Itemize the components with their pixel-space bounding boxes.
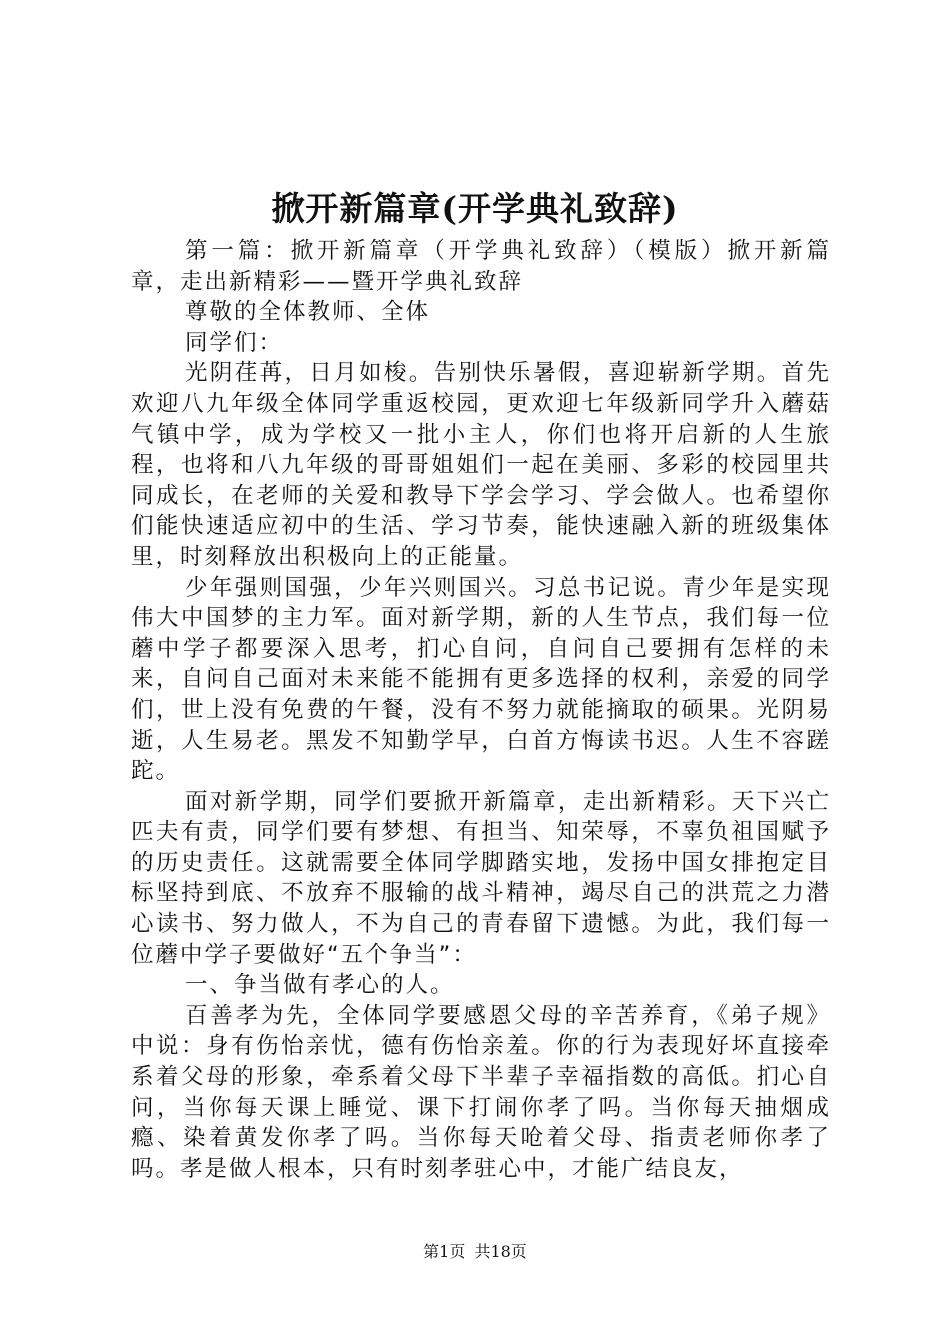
document-title: 掀开新篇章(开学典礼致辞) [271, 189, 679, 228]
paragraph-salutation-2: 同学们： [185, 329, 284, 356]
document-body [131, 236, 831, 1184]
paragraph-new-semester: 面对新学期，同学们要掀开新篇章，走出新精彩。天下兴亡匹夫有责，同学们要有梦想、有担当、知荣辱，不辜负祖国赋予的历史责任。这就需要全体同学脚踏实地，发扬中国女排抱定目标坚持到底、不放弃不服输的战斗精神，竭尽自己的洪荒之力潜心读书、努力做人，不为自己的青春留下遗憾。为此，我们每一位蘑中学子要做好“五个争当”： [131, 788, 831, 968]
paragraph-intro: 第一篇：掀开新篇章（开学典礼致辞）（模版）掀开新篇章，走出新精彩——暨开学典礼致辞 [131, 238, 831, 295]
paragraph-welcome: 光阴荏苒，日月如梭。告别快乐暑假，喜迎崭新学期。首先欢迎八九年级全体同学重返校园，更欢迎七年级新同学升入蘑菇气镇中学，成为学校又一批小主人，你们也将开启新的人生旅程，也将和八九年级的哥哥姐姐们一起在美丽、多彩的校园里共同成长，在老师的关爱和教导下学会学习、学会做人。也希望你们能快速适应初中的生活、学习节奏，能快速融入新的班级集体里，时刻释放出积极向上的正能量。 [131, 360, 831, 570]
paragraph-filial: 百善孝为先，全体同学要感恩父母的辛苦养育，《弟子规》中说：身有伤怡亲忧，德有伤怡亲羞。你的行为表现好坏直接牵系着父母的形象，牵系着父母下半辈子幸福指数的高低。扪心自问，当你每天课上睡觉、课下打闹你孝了吗。当你每天抽烟成瘾、染着黄发你孝了吗。当你每天呛着父母、指责老师你孝了吗。孝是做人根本，只有时刻孝驻心中，才能广结良友， [131, 1002, 831, 1182]
paragraph-youth: 少年强则国强，少年兴则国兴。习总书记说。青少年是实现伟大中国梦的主力军。面对新学期，新的人生节点，我们每一位蘑中学子都要深入思考，扪心自问，自问自己要拥有怎样的未来，自问自己面对未来能不能拥有更多选择的权利，亲爱的同学们，世上没有免费的午餐，没有不努力就能摘取的硕果。光阴易逝，人生易老。黑发不知勤学早，白首方悔读书迟。人生不容蹉跎。 [131, 574, 831, 785]
paragraph-heading-filial: 一、争当做有孝心的人。 [185, 972, 455, 999]
page-number-footer: 第1页 共18页 [423, 1242, 527, 1261]
paragraph-salutation-1: 尊敬的全体教师、全体 [185, 299, 431, 326]
